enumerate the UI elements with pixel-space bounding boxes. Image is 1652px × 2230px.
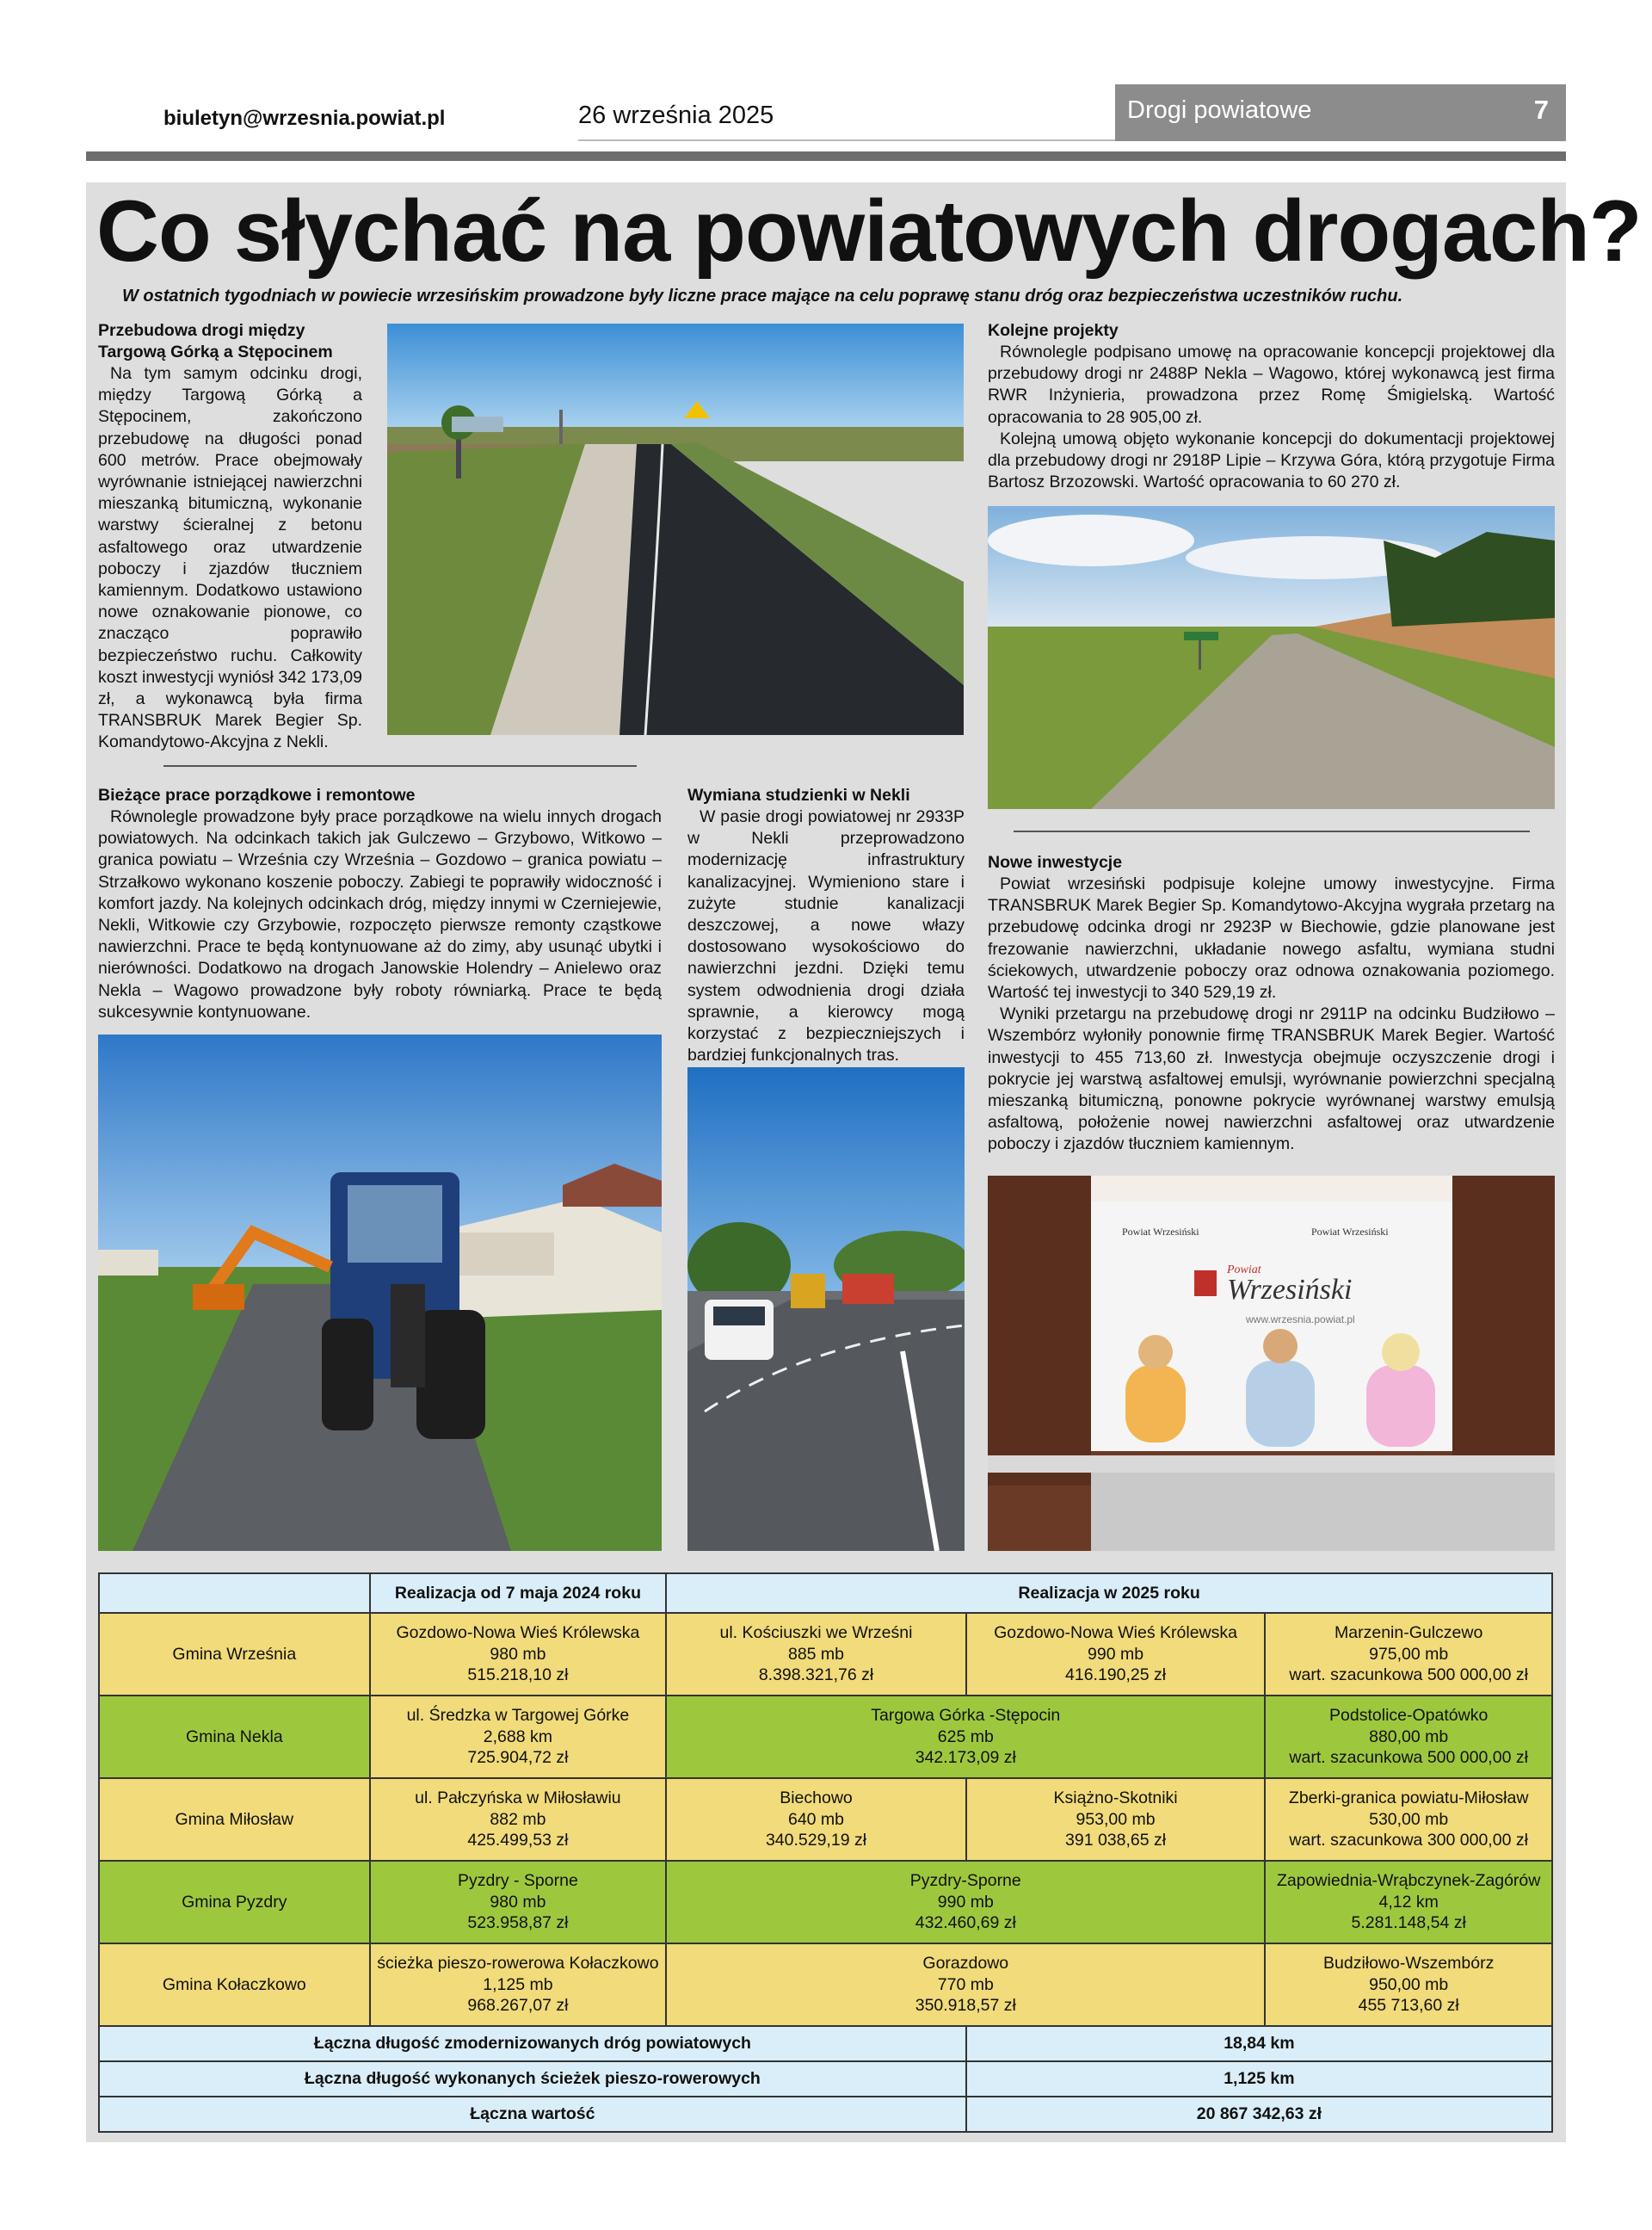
- cell-name: Zberki-granica powiatu-Miłosław: [1288, 1788, 1529, 1808]
- totals-value: 20 867 342,63 zł: [966, 2097, 1552, 2132]
- totals-row: [99, 2026, 1552, 2061]
- section-heading: Przebudowa drogi między Targową Górką a Stępocinem: [98, 321, 333, 361]
- table-header-2024: Realizacja od 7 maja 2024 roku: [370, 1573, 667, 1613]
- cell-value: 342.173,09 zł: [915, 1748, 1016, 1768]
- table-cell: [666, 1861, 1265, 1943]
- section-heading: Wymiana studzienki w Nekli: [687, 786, 910, 805]
- banner-logo-main: Wrzesiński: [1227, 1274, 1353, 1306]
- cell-name: Biechowo: [780, 1788, 853, 1808]
- cell-name: Gozdowo-Nowa Wieś Królewska: [994, 1623, 1237, 1643]
- cell-value: 455 713,60 zł: [1358, 1996, 1459, 2016]
- section-next-projects: [988, 320, 1555, 493]
- section-paragraph-1: Powiat wrzesiński podpisuje kolejne umowy inwestycyjne. Firma TRANSBRUK Marek Begier Sp. Komandytowo-Akcyjna wygrała przetarg na przebudowę odcinka drogi nr 2923P w Biechowie, gdzie planowane jest frezowanie nawierzchni, układanie nowego asfaltu, wymiana studni ściekowych, utwardzenie poboczy oraz odnowa oznakowania poziomego. Wartość tej inwestycji to 340 529,19 zł.: [988, 874, 1555, 1003]
- totals-label: Łączna długość wykonanych ścieżek pieszo-rowerowych: [99, 2061, 966, 2097]
- table-row: [99, 1943, 1552, 2026]
- section-body: Na tym samym odcinku drogi, między Targową Górką a Stępocinem, zakończono przebudowę na długości ponad 600 metrów. Prace obejmowały wyrównanie istniejącej nawierzchni mieszanką bitumiczną, wykonanie warstwy ścieralnej z betonu asfaltowego oraz utwardzenie poboczy i zjazdów tłuczniem kamiennym. Dodatkowo ustawiono nowe oznakowanie pionowe, co znacząco poprawiło bezpieczeństwo ruchu. Całkowity koszt inwestycji wyniósł 342 173,09 zł, a wykonawcą była firma TRANSBRUK Marek Begier Sp. Komandytowo-Akcyjna z Nekli.: [98, 364, 362, 752]
- cell-name: Książno-Skotniki: [1053, 1788, 1178, 1808]
- totals-label: Łączna długość zmodernizowanych dróg powiatowych: [99, 2026, 966, 2061]
- table-row: [99, 1696, 1552, 1778]
- cell-name: Budziłowo-Wszembórz: [1323, 1954, 1495, 1974]
- banner-logo-top: Powiat: [1227, 1263, 1261, 1276]
- banner-logo-small: Powiat Wrzesiński: [1122, 1226, 1199, 1238]
- cell-name: ul. Kościuszki we Wrześni: [719, 1623, 913, 1643]
- section-paragraph-1: Równolegle podpisano umowę na opracowanie koncepcji projektowej dla przebudowy drogi nr 2488P Nekla – Wagowo, której wykonawcą jest firma RWR Inżynieria, prowadzona przez Romę Śmigielską. Wartość opracowania to 28 905,00 zł.: [988, 343, 1555, 427]
- cell-length: 2,688 km: [483, 1727, 553, 1746]
- table-cell: [370, 1696, 667, 1778]
- cell-length: 625 mb: [937, 1727, 994, 1746]
- cell-value: 425.499,53 zł: [467, 1831, 569, 1850]
- table-cell: [666, 1613, 966, 1696]
- cell-name: Marzenin-Gulczewo: [1335, 1623, 1483, 1643]
- table-header-row: [99, 1573, 1552, 1613]
- table-header-2025: Realizacja w 2025 roku: [666, 1573, 1552, 1613]
- cell-length: 990 mb: [1088, 1644, 1144, 1664]
- photo-new-road: [387, 324, 964, 735]
- table-cell: [370, 1943, 667, 2026]
- table-cell: [666, 1943, 1265, 2026]
- banner-url: www.wrzesnia.powiat.pl: [1246, 1313, 1355, 1325]
- photo-gravel-road: [988, 506, 1555, 809]
- cell-value: 340.529,19 zł: [765, 1831, 867, 1850]
- table-cell: [370, 1861, 667, 1943]
- cell-name: Podstolice-Opatówko: [1329, 1706, 1489, 1726]
- investments-table: [98, 1572, 1553, 2133]
- article-lead: W ostatnich tygodniach w powiecie wrzesińskim prowadzone były liczne prace mające na celu poprawę stanu dróg oraz bezpieczeństwa uczestników ruchu.: [122, 287, 1403, 306]
- table-cell: [1265, 1613, 1552, 1696]
- cell-length: 530,00 mb: [1369, 1809, 1449, 1829]
- cell-value: wart. szacunkowa 300 000,00 zł: [1289, 1831, 1528, 1850]
- header-divider: [578, 139, 1117, 141]
- divider: [163, 765, 637, 767]
- totals-value: 18,84 km: [966, 2026, 1552, 2061]
- section-manhole: [687, 785, 965, 1066]
- section-paragraph-2: Wyniki przetargu na przebudowę drogi nr 2911P na odcinku Budziłowo – Wszembórz wyłoniły ponownie firmę TRANSBRUK Marek Begier. Wartość inwestycji to 455 713,60 zł. Inwestycja obejmuje oczyszczenie drogi i pokrycie jej warstwą asfaltowej emulsji, wyrównanie powierzchni specjalną mieszanką bitumiczną, ponowne pokrycie wyrównanej warstwy emulsją asfaltową, położenie nowej nawierzchni asfaltowej oraz utwardzenie poboczy i zjazdów tłuczniem kamiennym.: [988, 1004, 1555, 1154]
- cell-value: 515.218,10 zł: [467, 1665, 569, 1685]
- totals-row: [99, 2061, 1552, 2097]
- table-cell: [1265, 1778, 1552, 1861]
- section-body: Równolegle prowadzone były prace porządkowe na wielu innych drogach powiatowych. Na odcinkach takich jak Gulczewo – Grzybowo, Witkowo – granica powiatu – Września czy Września – Gozdowo – granica powiatu – Strzałkowo wykonano koszenie poboczy. Zabiegi te poprawiły widoczność i komfort jazdy. Na kolejnych odcinkach dróg, między innymi w Czerniejewie, Nekli, Witkowie czy Grzybowie, rozpoczęto pierwsze remonty cząstkowe nawierzchni. Prace te będą kontynuowane aż do zimy, aby usunąć ubytki i nierówności. Dodatkowo na drogach Janowskie Holendry – Anielewo oraz Nekla – Wagowo prowadzone były roboty równiarką. Prace te będą sukcesywnie kontynuowane.: [98, 807, 662, 1022]
- cell-value: 5.281.148,54 zł: [1351, 1913, 1466, 1933]
- cell-name: Pyzdry-Sporne: [909, 1871, 1021, 1891]
- totals-row: [99, 2097, 1552, 2132]
- section-heading: Kolejne projekty: [988, 321, 1119, 340]
- table-row: [99, 1778, 1552, 1861]
- table-cell: [666, 1696, 1265, 1778]
- table-cell: [370, 1613, 667, 1696]
- cell-value: 968.267,07 zł: [467, 1996, 569, 2016]
- cell-length: 980 mb: [490, 1892, 546, 1912]
- header-email: biuletyn@wrzesnia.powiat.pl: [163, 107, 446, 130]
- cell-length: 880,00 mb: [1369, 1727, 1449, 1746]
- cell-name: Pyzdry - Sporne: [458, 1871, 578, 1891]
- table-cell: [1265, 1943, 1552, 2026]
- table-cell: [666, 1778, 966, 1861]
- totals-value: 1,125 km: [966, 2061, 1552, 2097]
- page-number: 7: [1533, 95, 1549, 125]
- cell-name: ul. Pałczyńska w Miłosławiu: [415, 1788, 621, 1808]
- cell-name: ul. Średzka w Targowej Górke: [406, 1706, 630, 1726]
- cell-length: 950,00 mb: [1369, 1974, 1449, 1994]
- cell-value: wart. szacunkowa 500 000,00 zł: [1289, 1665, 1528, 1685]
- cell-length: 882 mb: [490, 1809, 546, 1829]
- cell-value: wart. szacunkowa 500 000,00 zł: [1289, 1748, 1528, 1768]
- cell-value: 8.398.321,76 zł: [758, 1665, 874, 1685]
- cell-name: Zapowiednia-Wrąbczynek-Zagórów: [1276, 1871, 1541, 1891]
- article-title: Co słychać na powiatowych drogach?: [96, 183, 1642, 280]
- cell-length: 640 mb: [787, 1809, 845, 1829]
- header-date: 26 września 2025: [578, 102, 774, 129]
- section-heading: Bieżące prace porządkowe i remontowe: [98, 786, 416, 805]
- cell-name: Gozdowo-Nowa Wieś Królewska: [396, 1623, 640, 1643]
- photo-manhole-works: [687, 1067, 965, 1551]
- cell-length: 885 mb: [787, 1644, 845, 1664]
- section-road-rebuild: [98, 320, 362, 754]
- gmina-cell: Gmina Kołaczkowo: [99, 1943, 370, 2026]
- cell-length: 975,00 mb: [1369, 1644, 1449, 1664]
- photo-tractor-mowing: [98, 1035, 662, 1551]
- gmina-cell: Gmina Miłosław: [99, 1778, 370, 1861]
- top-rule: [86, 151, 1566, 161]
- table-header-empty: [99, 1573, 370, 1613]
- cell-length: 770 mb: [937, 1974, 994, 1994]
- table-cell: [966, 1778, 1266, 1861]
- section-body: W pasie drogi powiatowej nr 2933P w Nekli przeprowadzono modernizację infrastruktury kanalizacyjnej. Wymieniono stare i zużyte studnie kanalizacji deszczowej, a nowe włazy dostosowano wysokościowo do nawierzchni jezdni. Dzięki temu system odwodnienia drogi działa sprawnie, a kierowcy mogą korzystać z bezpieczniejszych i bardziej funkcjonalnych tras.: [687, 807, 965, 1066]
- section-new-investments: [988, 852, 1555, 1156]
- table-cell: [1265, 1696, 1552, 1778]
- totals-label: Łączna wartość: [99, 2097, 966, 2132]
- cell-name: Targowa Górka -Stępocin: [871, 1706, 1061, 1726]
- gmina-cell: Gmina Pyzdry: [99, 1861, 370, 1943]
- section-paragraph-2: Kolejną umową objęto wykonanie koncepcji do dokumentacji projektowej dla przebudowy drogi nr 2918P Lipie – Krzywa Góra, którą przygotuje Firma Bartosz Brzozowski. Wartość opracowania to 60 270 zł.: [988, 429, 1555, 492]
- cell-length: 980 mb: [490, 1644, 546, 1664]
- photo-contract-signing: [988, 1176, 1555, 1551]
- gmina-cell: Gmina Września: [99, 1613, 370, 1696]
- table-cell: [1265, 1861, 1552, 1943]
- table-cell: [966, 1613, 1266, 1696]
- cell-length: 4,12 km: [1378, 1892, 1439, 1912]
- cell-name: Gorazdowo: [922, 1954, 1009, 1974]
- divider: [1014, 831, 1530, 832]
- cell-name: ścieżka pieszo-rowerowa Kołaczkowo: [377, 1954, 659, 1974]
- section-title: Drogi powiatowe: [1127, 96, 1312, 124]
- cell-value: 725.904,72 zł: [467, 1748, 569, 1768]
- section-heading: Nowe inwestycje: [988, 853, 1123, 872]
- cell-length: 990 mb: [937, 1892, 994, 1912]
- cell-length: 1,125 mb: [483, 1974, 553, 1994]
- cell-length: 953,00 mb: [1076, 1809, 1156, 1829]
- cell-value: 391 038,65 zł: [1065, 1831, 1167, 1850]
- section-maintenance: [98, 785, 662, 1023]
- cell-value: 523.958,87 zł: [467, 1913, 569, 1933]
- gmina-cell: Gmina Nekla: [99, 1696, 370, 1778]
- table-row: [99, 1861, 1552, 1943]
- table-row: [99, 1613, 1552, 1696]
- banner-logo-small: Powiat Wrzesiński: [1311, 1226, 1389, 1238]
- cell-value: 416.190,25 zł: [1065, 1665, 1167, 1685]
- cell-value: 350.918,57 zł: [915, 1996, 1016, 2016]
- table-cell: [370, 1778, 667, 1861]
- cell-value: 432.460,69 zł: [915, 1913, 1016, 1933]
- section-banner: [1115, 84, 1566, 141]
